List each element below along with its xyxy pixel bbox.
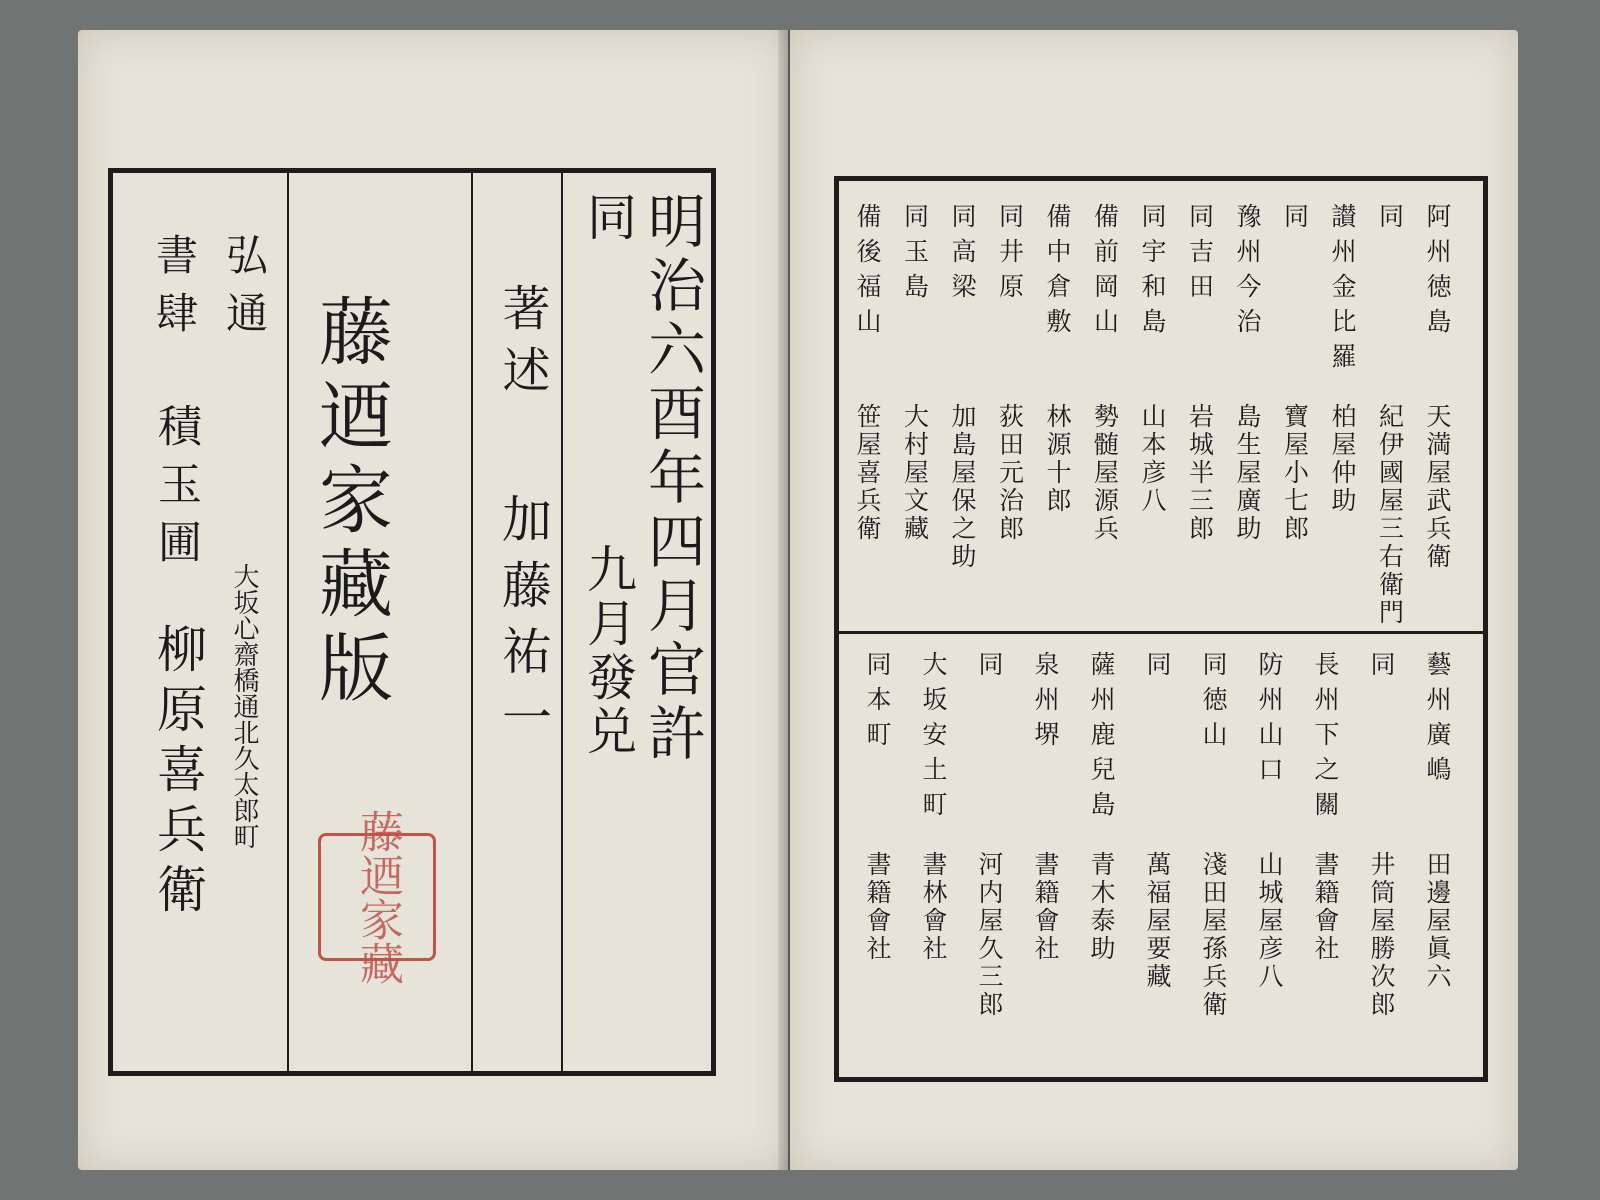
bookseller-place: 備後福山	[853, 203, 882, 343]
author-name: 加藤祐一	[494, 493, 552, 757]
bookseller-name: 田邊屋眞六	[1423, 851, 1452, 991]
bookseller-name: 淺田屋孫兵衛	[1199, 851, 1228, 1019]
bookseller-place: 大坂安土町	[919, 651, 948, 826]
bookseller-place: 豫州今治	[1233, 203, 1262, 343]
bookseller-place: 薩州鹿兒島	[1087, 651, 1116, 826]
frame-divider	[471, 173, 473, 1071]
bookseller-place: 備中倉敷	[1043, 203, 1072, 343]
bookseller-table	[834, 176, 1488, 1082]
bookseller-name: 岩城半三郎	[1185, 403, 1215, 543]
bookseller-name: 林源十郎	[1043, 403, 1072, 515]
distribution-label: 弘通	[220, 233, 269, 349]
bookseller-name: 井筒屋勝次郎	[1367, 851, 1396, 1019]
bookseller-place: 讃州金比羅	[1328, 203, 1357, 378]
bookseller-place: 藝州廣嶋	[1423, 651, 1452, 791]
bookseller-place: 同高梁	[948, 203, 977, 308]
bookseller-name: 山本彦八	[1138, 403, 1167, 515]
bookseller-name: 寶屋小七郎	[1280, 403, 1310, 543]
colophon-frame	[108, 168, 716, 1076]
bookseller-place: 防州山口	[1255, 651, 1284, 791]
bookseller-place: 同吉田	[1185, 203, 1215, 308]
ditto-mark: 同	[579, 191, 637, 241]
bookseller-place: 同玉島	[900, 203, 930, 308]
bookseller-name: 河内屋久三郎	[975, 851, 1004, 1019]
bookseller-name: 書籍會社	[1311, 851, 1340, 963]
bookseller-place: 同	[1143, 651, 1172, 686]
frame-divider	[287, 173, 289, 1071]
publisher-name: 柳原喜兵衛	[149, 623, 207, 923]
bookseller-name: 萬福屋要藏	[1143, 851, 1172, 991]
bookseller-name: 書林會社	[919, 851, 948, 963]
frame-divider	[561, 173, 563, 1071]
bookseller-name: 加島屋保之助	[948, 403, 977, 571]
bookseller-place: 同徳山	[1199, 651, 1228, 756]
bookseller-place: 備前岡山	[1090, 203, 1120, 343]
bookseller-name: 書籍會社	[1031, 851, 1060, 963]
bookseller-place: 阿州徳島	[1423, 203, 1452, 343]
open-book	[78, 30, 1518, 1170]
bookseller-place: 同	[1375, 203, 1405, 238]
bookseller-name: 山城屋彦八	[1255, 851, 1284, 991]
bookseller-place: 同	[1280, 203, 1310, 238]
shop-name: 積玉圃	[150, 403, 201, 577]
bookseller-name: 青木泰助	[1087, 851, 1116, 963]
right-page	[790, 30, 1518, 1170]
bookseller-name: 紀伊國屋三右衛門	[1375, 403, 1405, 627]
bookseller-name: 書籍會社	[863, 851, 892, 963]
bookseller-name: 勢髄屋源兵	[1090, 403, 1120, 543]
seal-text: 藤迺家藏	[352, 809, 403, 985]
bookseller-place: 長州下之關	[1311, 651, 1340, 826]
bookseller-name: 笹屋喜兵衛	[853, 403, 882, 543]
bookseller-place: 泉州堺	[1031, 651, 1060, 756]
red-seal-stamp	[318, 809, 436, 985]
authorship-label: 著述	[494, 283, 550, 407]
bookshop-label: 書肆	[150, 233, 199, 349]
bookseller-place: 同宇和島	[1138, 203, 1167, 343]
bookseller-place: 同	[975, 651, 1004, 686]
bookseller-name: 天満屋武兵衛	[1423, 403, 1452, 571]
bookseller-name: 島生屋廣助	[1233, 403, 1262, 543]
publication-date: 九月發兑	[579, 543, 637, 759]
bookseller-name: 大村屋文藏	[900, 403, 930, 543]
bookseller-name: 柏屋仲助	[1328, 403, 1357, 515]
publisher-address: 大坂心齋橋通北久太郎町	[229, 563, 259, 849]
left-page	[78, 30, 788, 1170]
bookseller-name: 荻田元治郎	[995, 403, 1025, 543]
bookseller-place: 同本町	[863, 651, 892, 756]
lower-booksellers	[839, 181, 1483, 1077]
bookseller-place: 同井原	[995, 203, 1025, 308]
approval-date: 明治六酉年四月官許	[638, 191, 706, 767]
bookseller-place: 同	[1367, 651, 1396, 686]
block-owner: 藤迺家藏版	[307, 293, 393, 713]
